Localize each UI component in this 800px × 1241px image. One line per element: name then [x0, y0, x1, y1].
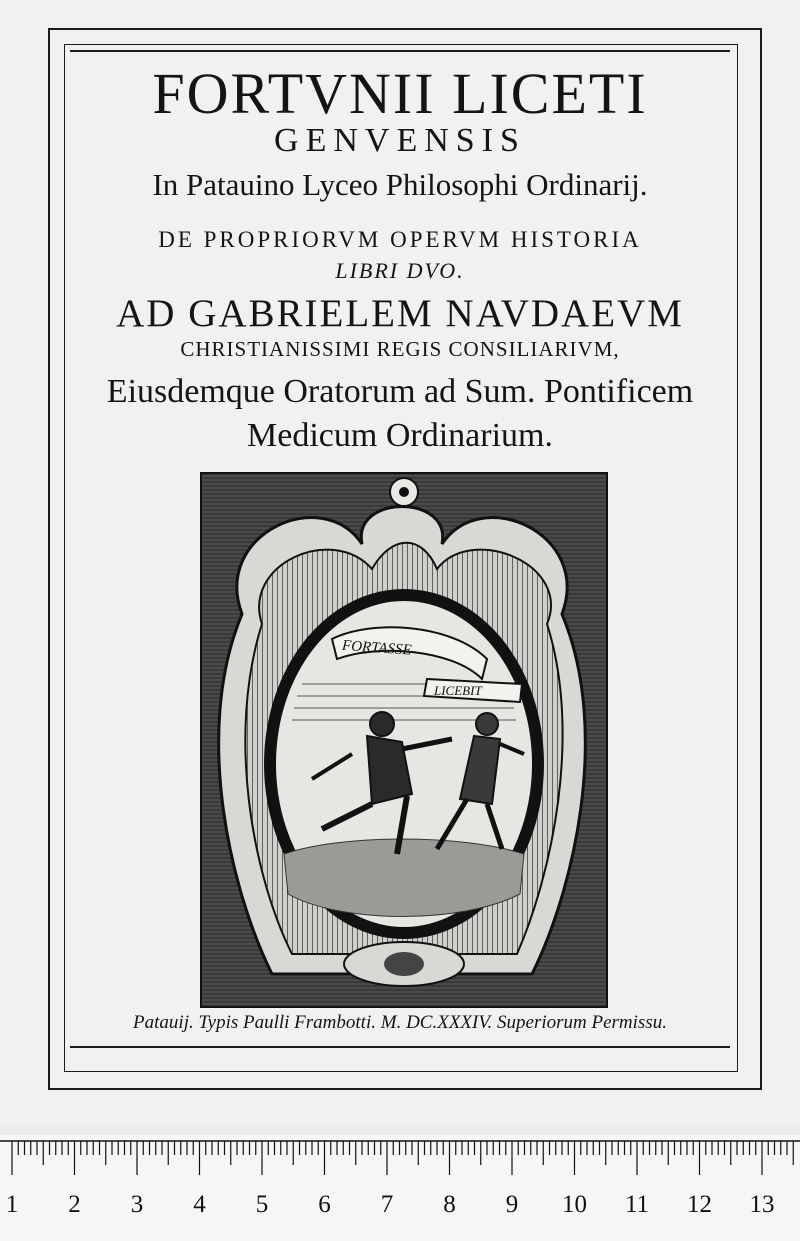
ruler-label: 13 — [749, 1191, 775, 1218]
ruler-label: 2 — [68, 1191, 81, 1218]
ruler-label: 5 — [255, 1191, 269, 1218]
banner-text-lower: LICEBIT — [434, 683, 482, 698]
ruler-label: 1 — [5, 1191, 19, 1218]
author-name: FORTVNII LICETI — [152, 61, 648, 126]
top-rule — [70, 50, 730, 52]
dedicatee: AD GABRIELEM NAVDAEVM — [116, 292, 684, 335]
banner-text-upper: FORTASSE — [341, 637, 413, 659]
book-title: DE PROPRIORVM OPERVM HISTORIA — [158, 227, 642, 252]
bottom-rule — [70, 1046, 730, 1048]
ruler-label: 8 — [443, 1191, 456, 1218]
dedicatee-office-1: Eiusdemque Oratorum ad Sum. Pontificem — [106, 373, 694, 410]
ruler-label: 4 — [193, 1191, 206, 1218]
dedicatee-office-2: Medicum Ordinarium. — [247, 417, 553, 454]
book-subtitle: LIBRI DVO. — [335, 258, 465, 283]
measurement-ruler — [0, 1135, 800, 1241]
ruler-label: 9 — [505, 1191, 519, 1218]
author-origin: GENVENSIS — [274, 122, 526, 159]
imprint-line: Patauij. Typis Paulli Frambotti. M. DC.XXXIV. Superiorum Permissu. — [133, 1012, 667, 1033]
ruler-label: 6 — [318, 1191, 331, 1218]
woodcut-illustration — [200, 472, 608, 1008]
ruler-label: 10 — [562, 1191, 587, 1218]
ruler-ticks — [0, 1135, 800, 1241]
ruler-label: 7 — [380, 1191, 394, 1218]
ruler-label: 3 — [130, 1191, 144, 1218]
ruler-label: 12 — [687, 1191, 712, 1218]
author-position: In Patauino Lyceo Philosophi Ordinarij. — [152, 167, 648, 202]
dedicatee-title: CHRISTIANISSIMI REGIS CONSILIARIVM, — [180, 337, 620, 361]
ruler-label: 11 — [624, 1191, 650, 1218]
